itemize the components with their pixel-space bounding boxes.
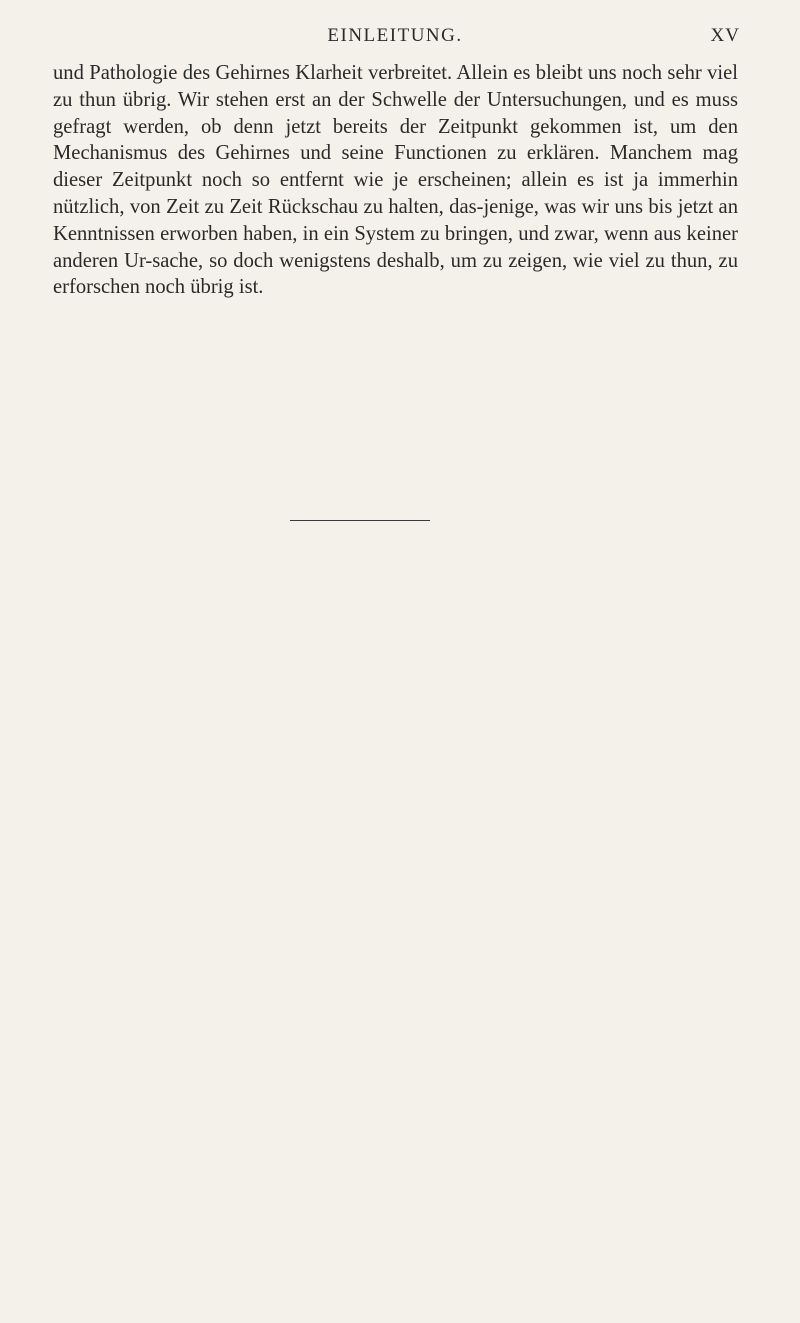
body-paragraph: und Pathologie des Gehirnes Klarheit verbreitet. Allein es bleibt uns noch sehr viel zu thun übrig. Wir stehen erst an der Schwelle der Untersuchungen, und es muss gefragt werden, ob denn jetzt bereits der Zeitpunkt gekommen ist, um den Mechanismus des Gehirnes und seine Functionen zu erklären. Manchem mag dieser Zeitpunkt noch so entfernt wie je erscheinen; allein es ist ja immerhin nützlich, von Zeit zu Zeit Rückschau zu halten, das-jenige, was wir uns bis jetzt an Kenntnissen erworben haben, in ein System zu bringen, und zwar, wenn aus keiner anderen Ur-sache, so doch wenigstens deshalb, um zu zeigen, wie viel zu thun, zu erforschen noch übrig ist. — [53, 62, 738, 299]
page-number: XV — [710, 25, 740, 46]
page-header — [50, 22, 740, 50]
running-head: EINLEITUNG. — [327, 25, 463, 46]
section-divider — [290, 520, 430, 521]
